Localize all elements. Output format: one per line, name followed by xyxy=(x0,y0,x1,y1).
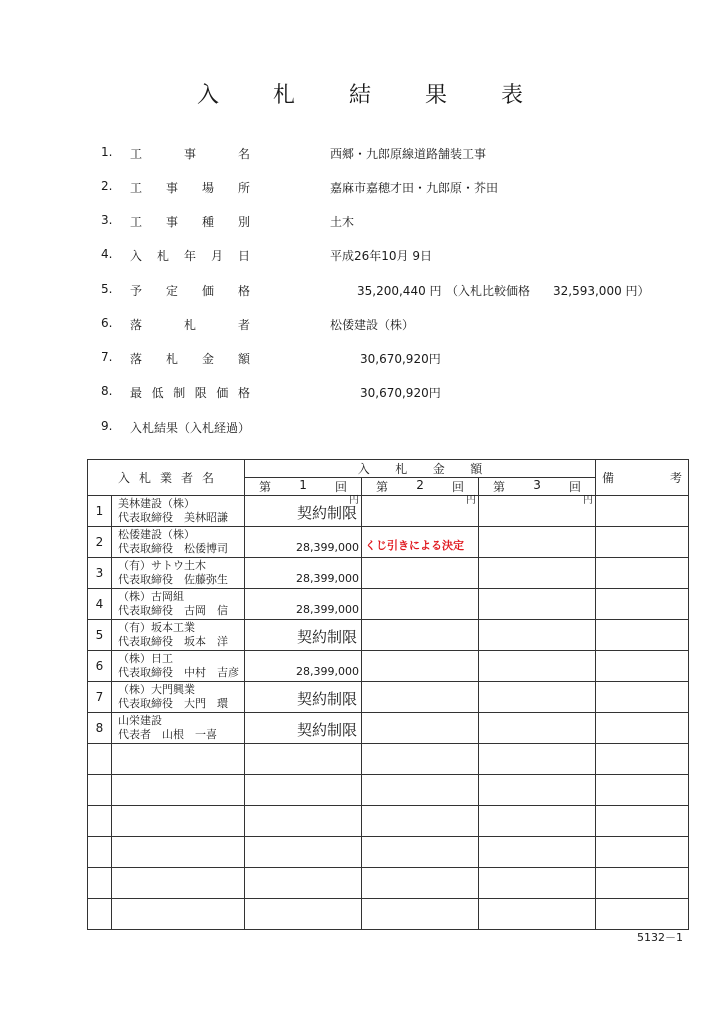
round2-cell xyxy=(362,713,479,744)
bidder-cell xyxy=(112,682,245,713)
company-name: 山栄建設 xyxy=(118,714,162,727)
header-char: 考 xyxy=(670,471,683,485)
header-remarks xyxy=(596,460,689,496)
header-char: 回 xyxy=(334,480,347,494)
header-round-3 xyxy=(479,478,596,496)
empty-cell xyxy=(362,775,479,806)
round2-cell xyxy=(362,620,479,651)
label-char: 制 xyxy=(173,386,186,400)
empty-cell xyxy=(245,868,362,899)
header-char: 回 xyxy=(451,480,464,494)
empty-cell xyxy=(596,775,689,806)
remarks-cell xyxy=(596,496,689,527)
empty-cell xyxy=(596,868,689,899)
info-amount: 30,670,920円 xyxy=(360,386,441,400)
info-number: 9. xyxy=(101,419,113,433)
row-number: 7 xyxy=(88,682,112,713)
round3-cell xyxy=(479,651,596,682)
header-char: 第 xyxy=(259,480,272,494)
header-char: 額 xyxy=(470,462,483,476)
info-row xyxy=(0,350,720,370)
empty-row xyxy=(88,775,689,806)
label-char: 工 xyxy=(130,215,143,229)
title-char: 結 xyxy=(348,83,371,108)
header-bidder-name xyxy=(88,460,245,496)
info-label xyxy=(130,316,250,333)
info-value: 土木 xyxy=(330,215,355,229)
label-char: 所 xyxy=(237,181,250,195)
label-char: 低 xyxy=(151,386,164,400)
round3-cell xyxy=(479,496,596,527)
title-char: 表 xyxy=(501,83,524,108)
round1-cell xyxy=(245,682,362,713)
info-amount: 35,200,440 円 xyxy=(357,284,442,298)
table-row xyxy=(88,527,689,558)
remarks-cell xyxy=(596,558,689,589)
label-char: 格 xyxy=(237,284,250,298)
info-note-amount: 32,593,000 円） xyxy=(553,284,650,298)
label-char: 額 xyxy=(237,352,250,366)
bidder-cell xyxy=(112,620,245,651)
round1-cell xyxy=(245,496,362,527)
empty-cell xyxy=(112,837,245,868)
empty-cell xyxy=(479,806,596,837)
label-char: 場 xyxy=(201,181,214,195)
info-row xyxy=(0,213,720,233)
info-label xyxy=(130,350,250,367)
info-row xyxy=(0,145,720,165)
empty-cell xyxy=(362,899,479,930)
round3-cell xyxy=(479,589,596,620)
header-char: 者 xyxy=(181,471,194,485)
row-number: 4 xyxy=(88,589,112,620)
empty-cell xyxy=(596,899,689,930)
label-char: 札 xyxy=(165,352,178,366)
header-char: 札 xyxy=(139,471,152,485)
bidder-cell xyxy=(112,496,245,527)
round3-cell xyxy=(479,713,596,744)
info-number: 2. xyxy=(101,179,113,193)
label-char: 予 xyxy=(130,284,143,298)
round1-cell xyxy=(245,651,362,682)
label-char: 年 xyxy=(183,249,196,263)
empty-cell xyxy=(479,837,596,868)
bidder-cell xyxy=(112,713,245,744)
info-row xyxy=(0,419,720,439)
header-char: 回 xyxy=(569,480,582,494)
info-label xyxy=(130,247,250,264)
label-char: 価 xyxy=(216,386,229,400)
header-char: 備 xyxy=(602,471,615,485)
empty-cell xyxy=(362,744,479,775)
bidder-cell xyxy=(112,651,245,682)
header-char: 入 xyxy=(118,471,131,485)
empty-cell xyxy=(479,868,596,899)
header-char: 第 xyxy=(376,480,389,494)
header-char: 金 xyxy=(432,462,445,476)
yen-mark: 円 xyxy=(466,495,477,506)
header-char: 名 xyxy=(202,471,215,485)
round3-cell xyxy=(479,620,596,651)
empty-row xyxy=(88,837,689,868)
info-row xyxy=(0,247,720,267)
bidder-cell xyxy=(112,527,245,558)
bidder-cell xyxy=(112,558,245,589)
representative-name: 代表取締役 美林昭謙 xyxy=(118,511,228,524)
company-name: 美林建設（株） xyxy=(118,497,195,510)
table-row xyxy=(88,713,689,744)
header-bid-amount xyxy=(245,460,596,478)
header-char: 業 xyxy=(160,471,173,485)
info-label xyxy=(130,179,250,196)
info-amount: 30,670,920円 xyxy=(360,352,441,366)
table-row xyxy=(88,496,689,527)
empty-cell xyxy=(245,806,362,837)
info-number: 1. xyxy=(101,145,113,159)
round1-cell xyxy=(245,527,362,558)
header-char: 第 xyxy=(493,480,506,494)
info-number: 7. xyxy=(101,350,113,364)
label-char: 入 xyxy=(130,249,143,263)
label-char: 定 xyxy=(165,284,178,298)
label-char: 事 xyxy=(165,215,178,229)
label-char: 落 xyxy=(130,352,143,366)
remarks-cell xyxy=(596,527,689,558)
round1-cell xyxy=(245,589,362,620)
info-value: 嘉麻市嘉穂才田・九郎原・芥田 xyxy=(330,181,499,195)
empty-cell xyxy=(362,868,479,899)
empty-cell xyxy=(88,806,112,837)
info-label xyxy=(130,213,250,230)
bid-amount: 28,399,000 xyxy=(296,603,360,616)
bid-amount: 28,399,000 xyxy=(296,665,360,678)
row-number: 2 xyxy=(88,527,112,558)
round2-cell xyxy=(362,527,479,558)
label-char: 工 xyxy=(130,181,143,195)
info-number: 6. xyxy=(101,316,113,330)
empty-cell xyxy=(112,744,245,775)
label-char: 者 xyxy=(237,318,250,332)
remarks-cell xyxy=(596,682,689,713)
empty-cell xyxy=(596,744,689,775)
row-number: 8 xyxy=(88,713,112,744)
label-char: 日 xyxy=(237,249,250,263)
info-row xyxy=(0,384,720,404)
header-char: 1 xyxy=(299,478,307,492)
representative-name: 代表取締役 中村 吉彦 xyxy=(118,666,239,679)
round3-cell xyxy=(479,558,596,589)
info-row xyxy=(0,179,720,199)
label-char: 工 xyxy=(130,147,143,161)
empty-cell xyxy=(88,744,112,775)
row-number: 6 xyxy=(88,651,112,682)
table-row xyxy=(88,589,689,620)
empty-cell xyxy=(479,744,596,775)
yen-mark: 円 xyxy=(583,495,594,506)
round1-cell xyxy=(245,713,362,744)
label-char: 札 xyxy=(156,249,169,263)
empty-cell xyxy=(245,837,362,868)
table-row xyxy=(88,558,689,589)
label-char: 金 xyxy=(201,352,214,366)
empty-cell xyxy=(88,837,112,868)
empty-cell xyxy=(362,806,479,837)
label-char: 価 xyxy=(201,284,214,298)
info-value: 西郷・九郎原線道路舗装工事 xyxy=(330,147,487,161)
info-row xyxy=(0,282,720,302)
empty-cell xyxy=(362,837,479,868)
contract-limit-label: 契約制限 xyxy=(297,690,358,708)
bid-amount: 28,399,000 xyxy=(296,572,360,585)
row-number: 5 xyxy=(88,620,112,651)
round1-cell xyxy=(245,620,362,651)
info-label xyxy=(130,384,250,401)
empty-row xyxy=(88,899,689,930)
empty-cell xyxy=(112,775,245,806)
info-value: 平成26年10月 9日 xyxy=(330,249,432,263)
round3-cell xyxy=(479,682,596,713)
empty-cell xyxy=(88,899,112,930)
remarks-cell xyxy=(596,620,689,651)
representative-name: 代表取締役 松倭博司 xyxy=(118,542,228,555)
company-name: （有）サトウ土木 xyxy=(118,559,206,572)
empty-cell xyxy=(245,744,362,775)
row-number: 3 xyxy=(88,558,112,589)
title-char: 果 xyxy=(425,83,448,108)
info-note: （入札比較価格 xyxy=(446,284,531,298)
company-name: （株）大門興業 xyxy=(118,683,195,696)
info-label: 入札結果（入札経過） xyxy=(130,421,251,435)
info-value: 松倭建設（株） xyxy=(330,318,415,332)
info-number: 8. xyxy=(101,384,113,398)
info-label xyxy=(130,282,250,299)
remarks-cell xyxy=(596,589,689,620)
title-char: 札 xyxy=(272,83,295,108)
label-char: 別 xyxy=(237,215,250,229)
company-name: 松倭建設（株） xyxy=(118,528,195,541)
yen-mark: 円 xyxy=(349,495,360,506)
round1-cell xyxy=(245,558,362,589)
label-char: 事 xyxy=(165,181,178,195)
empty-row xyxy=(88,744,689,775)
representative-name: 代表取締役 坂本 洋 xyxy=(118,635,228,648)
round2-cell xyxy=(362,651,479,682)
empty-cell xyxy=(245,775,362,806)
table-row xyxy=(88,651,689,682)
label-char: 種 xyxy=(201,215,214,229)
label-char: 札 xyxy=(183,318,196,332)
representative-name: 代表取締役 古岡 信 xyxy=(118,604,228,617)
info-row xyxy=(0,316,720,336)
remarks-cell xyxy=(596,713,689,744)
header-round-1 xyxy=(245,478,362,496)
empty-cell xyxy=(596,837,689,868)
table-row xyxy=(88,620,689,651)
header-round-2 xyxy=(362,478,479,496)
company-name: （有）坂本工業 xyxy=(118,621,195,634)
label-char: 落 xyxy=(130,318,143,332)
title-char: 入 xyxy=(196,83,219,108)
header-char: 3 xyxy=(533,478,541,492)
round3-cell xyxy=(479,527,596,558)
round2-cell xyxy=(362,682,479,713)
empty-cell xyxy=(88,775,112,806)
contract-limit-label: 契約制限 xyxy=(297,721,358,739)
empty-cell xyxy=(479,899,596,930)
empty-row xyxy=(88,868,689,899)
empty-cell xyxy=(112,899,245,930)
empty-cell xyxy=(112,868,245,899)
contract-limit-label: 契約制限 xyxy=(297,628,358,646)
empty-cell xyxy=(112,806,245,837)
row-number: 1 xyxy=(88,496,112,527)
representative-name: 代表取締役 大門 環 xyxy=(118,697,228,710)
representative-name: 代表取締役 佐藤弥生 xyxy=(118,573,228,586)
round2-cell xyxy=(362,589,479,620)
bid-amount: 28,399,000 xyxy=(296,541,360,554)
label-char: 格 xyxy=(237,386,250,400)
label-char: 事 xyxy=(183,147,196,161)
representative-name: 代表者 山根 一喜 xyxy=(118,728,217,741)
empty-row xyxy=(88,806,689,837)
empty-cell xyxy=(245,899,362,930)
header-char: 入 xyxy=(357,462,370,476)
document-number: 5132－1 xyxy=(637,931,683,944)
info-number: 4. xyxy=(101,247,113,261)
header-char: 札 xyxy=(395,462,408,476)
header-char: 2 xyxy=(416,478,424,492)
company-name: （株）日工 xyxy=(118,652,173,665)
lottery-note: くじ引きによる決定 xyxy=(365,539,465,552)
round2-cell xyxy=(362,558,479,589)
empty-cell xyxy=(596,806,689,837)
company-name: （株）古岡組 xyxy=(118,590,184,603)
label-char: 限 xyxy=(194,386,207,400)
empty-cell xyxy=(88,868,112,899)
bid-result-table xyxy=(87,459,689,930)
label-char: 最 xyxy=(130,386,143,400)
info-number: 5. xyxy=(101,282,113,296)
label-char: 月 xyxy=(210,249,223,263)
info-number: 3. xyxy=(101,213,113,227)
contract-limit-label: 契約制限 xyxy=(297,504,358,522)
info-label xyxy=(130,145,250,162)
page-title xyxy=(0,78,720,109)
bidder-cell xyxy=(112,589,245,620)
round2-cell xyxy=(362,496,479,527)
remarks-cell xyxy=(596,651,689,682)
empty-cell xyxy=(479,775,596,806)
label-char: 名 xyxy=(237,147,250,161)
table-row xyxy=(88,682,689,713)
